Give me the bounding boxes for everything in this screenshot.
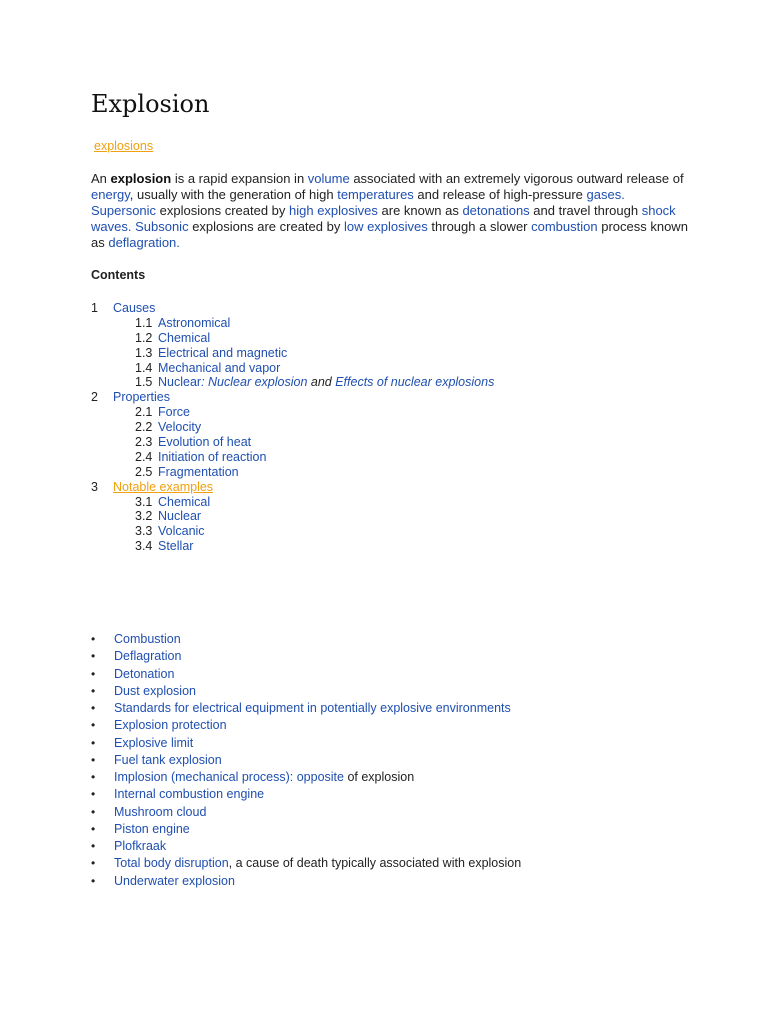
toc-number: 2.5 [135, 464, 153, 479]
intro-text: are known as [377, 203, 463, 218]
toc-number: 3.3 [135, 524, 153, 539]
bullet-icon: • [91, 701, 96, 715]
toc-section-properties [91, 390, 494, 405]
implosion-separator: : [289, 770, 297, 784]
toc-section-notable-examples [91, 480, 494, 495]
intro-text: and travel through [529, 203, 642, 218]
list-item [91, 770, 521, 787]
toc-link-velocity[interactable]: Velocity [158, 420, 202, 435]
list-item [91, 787, 521, 804]
toc-link-causes[interactable]: Causes [113, 301, 156, 315]
toc-link-chemical[interactable]: Chemical [158, 330, 211, 345]
toc-number: 2.4 [135, 449, 153, 464]
toc-number: 1.2 [135, 330, 153, 345]
toc-link-effects-text: Effects of nuclear explosions [335, 375, 495, 390]
bullet-icon: • [91, 873, 96, 888]
bullet-icon: • [91, 804, 96, 819]
bullet-icon: • [91, 770, 96, 784]
toc-colon: : [201, 375, 209, 390]
toc-number: 2.3 [135, 435, 153, 450]
see-also-list [91, 632, 521, 891]
list-item [91, 856, 521, 873]
list-item [91, 736, 521, 753]
page-title: Explosion [91, 90, 210, 118]
intro-text: process known as [91, 219, 688, 250]
link-detonations[interactable]: detonations [462, 203, 530, 218]
bullet-icon: • [91, 839, 96, 853]
link-implosion[interactable]: Implosion (mechanical process) [114, 770, 290, 784]
bullet-icon: • [91, 666, 96, 681]
link-fuel-tank-explosion[interactable]: Fuel tank explosion [114, 752, 222, 767]
link-combustion-item[interactable]: Combustion [114, 632, 181, 646]
bullet-icon: • [91, 683, 96, 698]
implosion-tail-text: of explosion [343, 770, 415, 784]
bullet-icon: • [91, 649, 96, 664]
bullet-icon: • [91, 632, 96, 646]
toc-number: 1.1 [135, 315, 153, 330]
link-dust-explosion[interactable]: Dust explosion [114, 683, 196, 698]
total-body-disruption-tail: , a cause of death typically associated with explosion [228, 856, 522, 871]
table-of-contents [91, 301, 494, 554]
toc-and-text: and [307, 375, 336, 390]
link-energy[interactable]: energy [91, 187, 130, 202]
bullet-icon: • [91, 752, 96, 767]
toc-subsection [91, 465, 494, 480]
link-shock-waves[interactable]: shock waves [91, 203, 676, 234]
intro-paragraph [91, 171, 689, 251]
link-total-body-disruption[interactable]: Total body disruption [114, 856, 229, 871]
link-internal-combustion-engine[interactable]: Internal combustion engine [114, 787, 265, 802]
toc-link-properties[interactable]: Properties [113, 390, 170, 405]
toc-subsection [91, 539, 494, 554]
toc-number: 2 [91, 390, 98, 405]
list-item [91, 718, 521, 735]
toc-link-nuclear-explosion-text: Nuclear explosion [208, 375, 308, 390]
toc-number: 1.5 [135, 375, 153, 390]
toc-subsection [91, 524, 494, 539]
bullet-icon: • [91, 856, 96, 871]
toc-subsection [91, 509, 494, 524]
link-underwater-explosion[interactable]: Underwater explosion [114, 873, 235, 888]
intro-text: , usually with the generation of high [129, 187, 338, 202]
link-low-explosives[interactable]: low explosives [343, 219, 428, 234]
toc-number: 2.2 [135, 420, 153, 435]
toc-number: 3.2 [135, 509, 153, 524]
toc-number: 2.1 [135, 405, 153, 420]
bullet-icon: • [91, 787, 96, 802]
list-item [91, 753, 521, 770]
toc-subsection [91, 331, 494, 346]
toc-subsection [91, 495, 494, 510]
link-opposite[interactable]: opposite [296, 770, 344, 784]
toc-subsection [91, 450, 494, 465]
intro-text: through a slower [427, 219, 532, 234]
toc-link-evolution-of-heat[interactable]: Evolution of heat [158, 435, 252, 450]
link-supersonic[interactable]: Supersonic [91, 203, 157, 218]
list-item [91, 839, 521, 856]
link-explosive-limit[interactable]: Explosive limit [114, 735, 194, 750]
link-volume[interactable]: volume [307, 171, 350, 186]
bullet-icon: • [91, 821, 96, 836]
toc-link-nuclear[interactable]: Nuclear [158, 375, 202, 390]
list-item [91, 822, 521, 839]
toc-link-chemical-example[interactable]: Chemical [158, 494, 211, 509]
intro-text: and release of high-pressure [413, 187, 587, 202]
toc-link-electrical-and-magnetic[interactable]: Electrical and magnetic [158, 345, 288, 360]
toc-link-fragmentation[interactable]: Fragmentation [158, 464, 239, 479]
intro-bold-term: explosion [110, 171, 172, 186]
list-item [91, 632, 521, 649]
toc-subsection [91, 375, 494, 390]
toc-link-notable-examples[interactable]: Notable examples [113, 479, 214, 494]
toc-subsection [91, 420, 494, 435]
link-gases[interactable]: gases [586, 187, 622, 202]
link-explosion-protection[interactable]: Explosion protection [114, 718, 227, 733]
bullet-icon: • [91, 718, 96, 733]
intro-text: associated with an extremely vigorous outward release of [349, 171, 684, 186]
intro-text: . [621, 187, 625, 202]
intro-text: is a rapid expansion in [171, 171, 308, 186]
bullet-icon: • [91, 735, 96, 750]
link-high-explosives[interactable]: high explosives [289, 203, 378, 218]
intro-text: . [176, 235, 180, 250]
link-plofkraak[interactable]: Plofkraak [114, 839, 167, 853]
link-temperatures[interactable]: temperatures [337, 187, 414, 202]
toc-link-nuclear-example[interactable]: Nuclear [158, 509, 202, 524]
contents-heading: Contents [91, 268, 146, 282]
link-subsonic[interactable]: Subsonic [135, 219, 189, 234]
toc-number: 1.3 [135, 345, 153, 360]
link-piston-engine[interactable]: Piston engine [114, 821, 190, 836]
toc-subsection [91, 316, 494, 331]
toc-number: 3.1 [135, 494, 153, 509]
toc-subsection [91, 435, 494, 450]
list-item [91, 667, 521, 684]
link-detonation-item[interactable]: Detonation [114, 666, 175, 681]
toc-link-stellar[interactable]: Stellar [158, 539, 194, 554]
toc-link-nuclear-explosion[interactable] [208, 375, 307, 389]
toc-subsection [91, 405, 494, 420]
toc-link-initiation-of-reaction[interactable]: Initiation of reaction [158, 449, 267, 464]
toc-link-force[interactable]: Force [158, 405, 190, 420]
topic-link-explosions[interactable]: explosions [94, 139, 154, 153]
intro-text: explosions are created by [188, 219, 344, 234]
list-item [91, 874, 521, 891]
intro-text: . [127, 219, 136, 234]
toc-link-effects-of-nuclear-explosions[interactable] [335, 375, 494, 389]
toc-link-mechanical-and-vapor[interactable]: Mechanical and vapor [158, 360, 281, 375]
link-electrical-equipment-standards[interactable]: Standards for electrical equipment in potentially explosive environments [114, 701, 511, 715]
link-combustion[interactable]: combustion [531, 219, 598, 234]
toc-number: 3.4 [135, 539, 153, 554]
link-mushroom-cloud[interactable]: Mushroom cloud [114, 804, 207, 819]
intro-text: An [91, 171, 111, 186]
link-deflagration-item[interactable]: Deflagration [114, 649, 182, 664]
toc-link-astronomical[interactable]: Astronomical [158, 315, 231, 330]
intro-text: explosions created by [156, 203, 290, 218]
toc-number: 1 [91, 301, 98, 315]
toc-subsection [91, 346, 494, 361]
list-item [91, 684, 521, 701]
list-item [91, 701, 521, 718]
list-item [91, 649, 521, 666]
toc-number: 1.4 [135, 360, 153, 375]
link-deflagration[interactable]: deflagration [108, 235, 177, 250]
toc-subsection [91, 361, 494, 376]
list-item [91, 805, 521, 822]
toc-section-causes [91, 301, 494, 316]
toc-link-volcanic[interactable]: Volcanic [158, 524, 205, 539]
toc-number: 3 [91, 479, 98, 494]
